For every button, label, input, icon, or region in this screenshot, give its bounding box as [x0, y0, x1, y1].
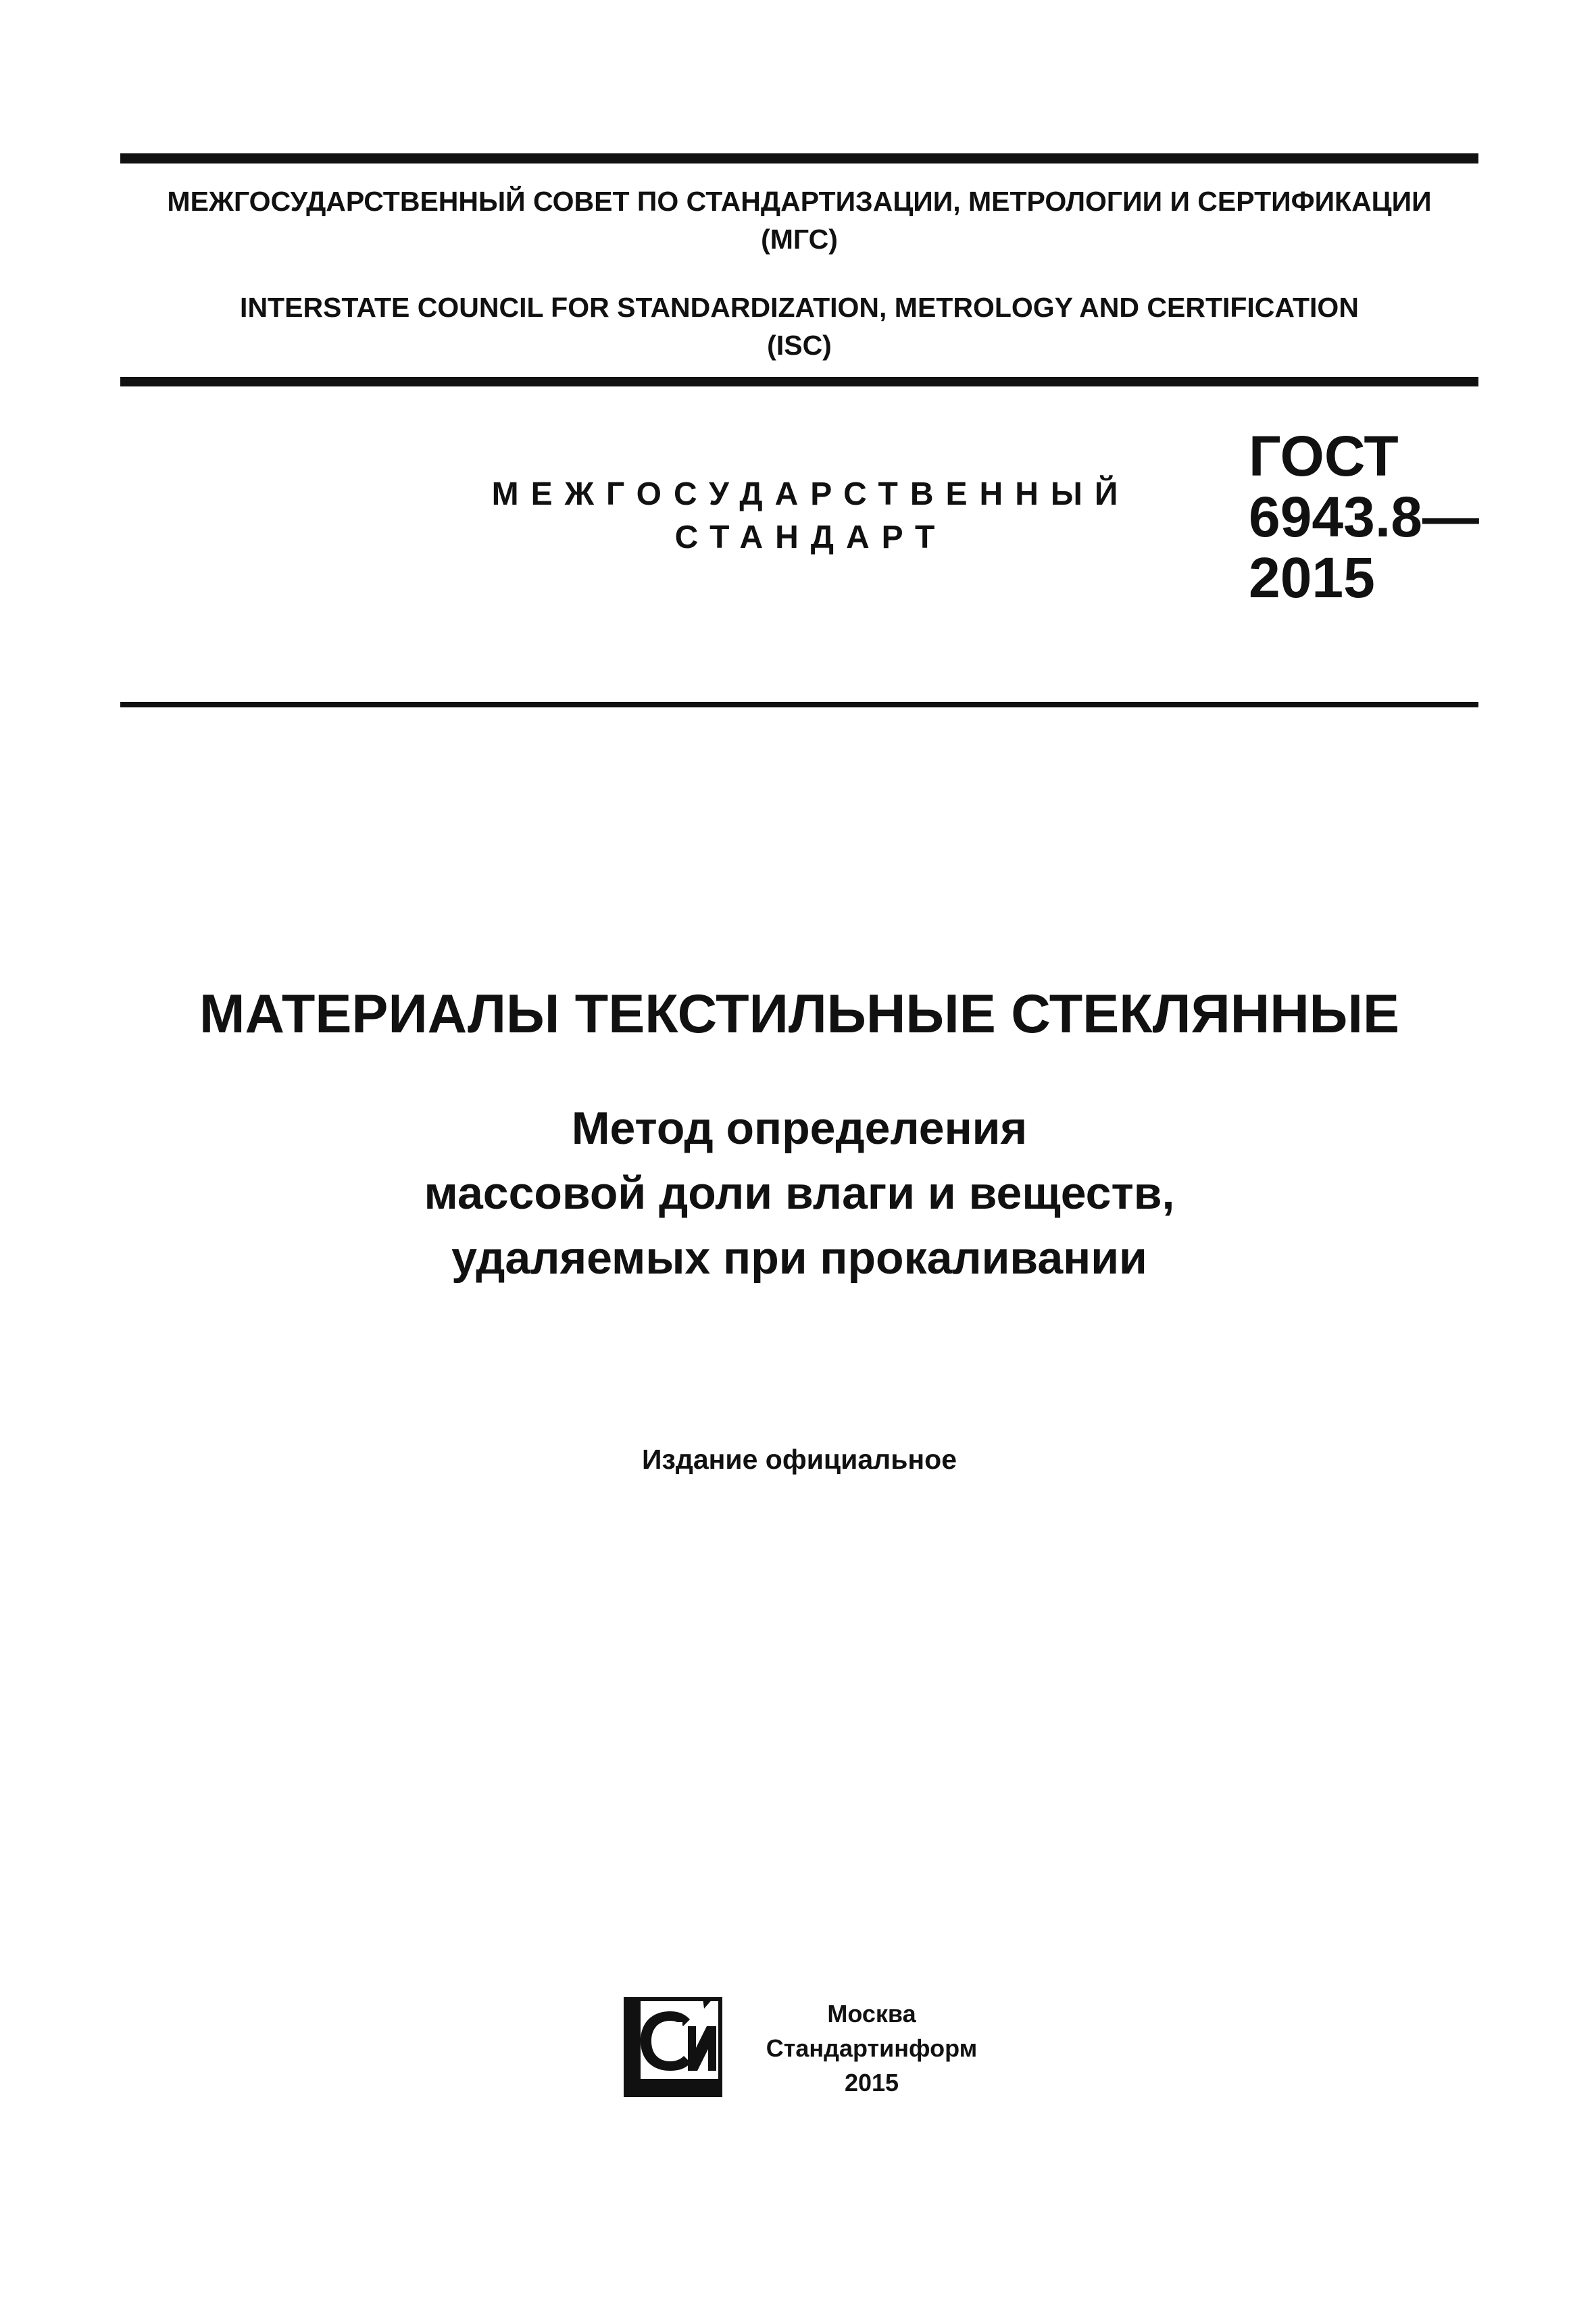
publisher-name: Стандартинформ	[766, 2034, 978, 2062]
top-thick-rule	[120, 153, 1478, 164]
publisher-city: Москва	[827, 2000, 916, 2028]
standard-type	[473, 473, 1149, 559]
council-abbr-en: (ISC)	[767, 330, 832, 361]
publisher-block	[703, 1996, 1041, 2100]
gost-number: 6943.8—	[1249, 485, 1479, 549]
gost-year: 2015	[1249, 546, 1375, 609]
header-bottom-rule	[120, 702, 1478, 707]
publisher-year: 2015	[844, 2069, 899, 2096]
gost-designation	[1249, 426, 1479, 608]
council-name-ru-line1: МЕЖГОСУДАРСТВЕННЫЙ СОВЕТ ПО СТАНДАРТИЗАЦИИ, МЕТРОЛОГИИ И СЕРТИФИКАЦИИ	[167, 186, 1432, 217]
council-name-ru	[120, 182, 1478, 258]
document-subtitle-line2: массовой доли влаги и веществ,	[424, 1167, 1175, 1219]
council-name-en	[120, 288, 1478, 364]
document-subtitle-line3: удаляемых при прокаливании	[451, 1232, 1147, 1284]
council-name-en-line1: INTERSTATE COUNCIL FOR STANDARDIZATION, METROLOGY AND CERTIFICATION	[240, 292, 1359, 323]
council-bottom-rule	[120, 377, 1478, 386]
gost-label: ГОСТ	[1249, 424, 1399, 488]
standard-type-line2: СТАНДАРТ	[674, 520, 947, 555]
standard-type-line1: МЕЖГОСУДАРСТВЕННЫЙ	[491, 476, 1130, 512]
document-subtitle	[120, 1096, 1478, 1290]
document-title: МАТЕРИАЛЫ ТЕКСТИЛЬНЫЕ СТЕКЛЯННЫЕ	[199, 984, 1400, 1045]
council-abbr-ru: (МГС)	[761, 224, 838, 255]
edition-label: Издание официальное	[641, 1444, 957, 1475]
document-subtitle-line1: Метод определения	[571, 1103, 1028, 1154]
